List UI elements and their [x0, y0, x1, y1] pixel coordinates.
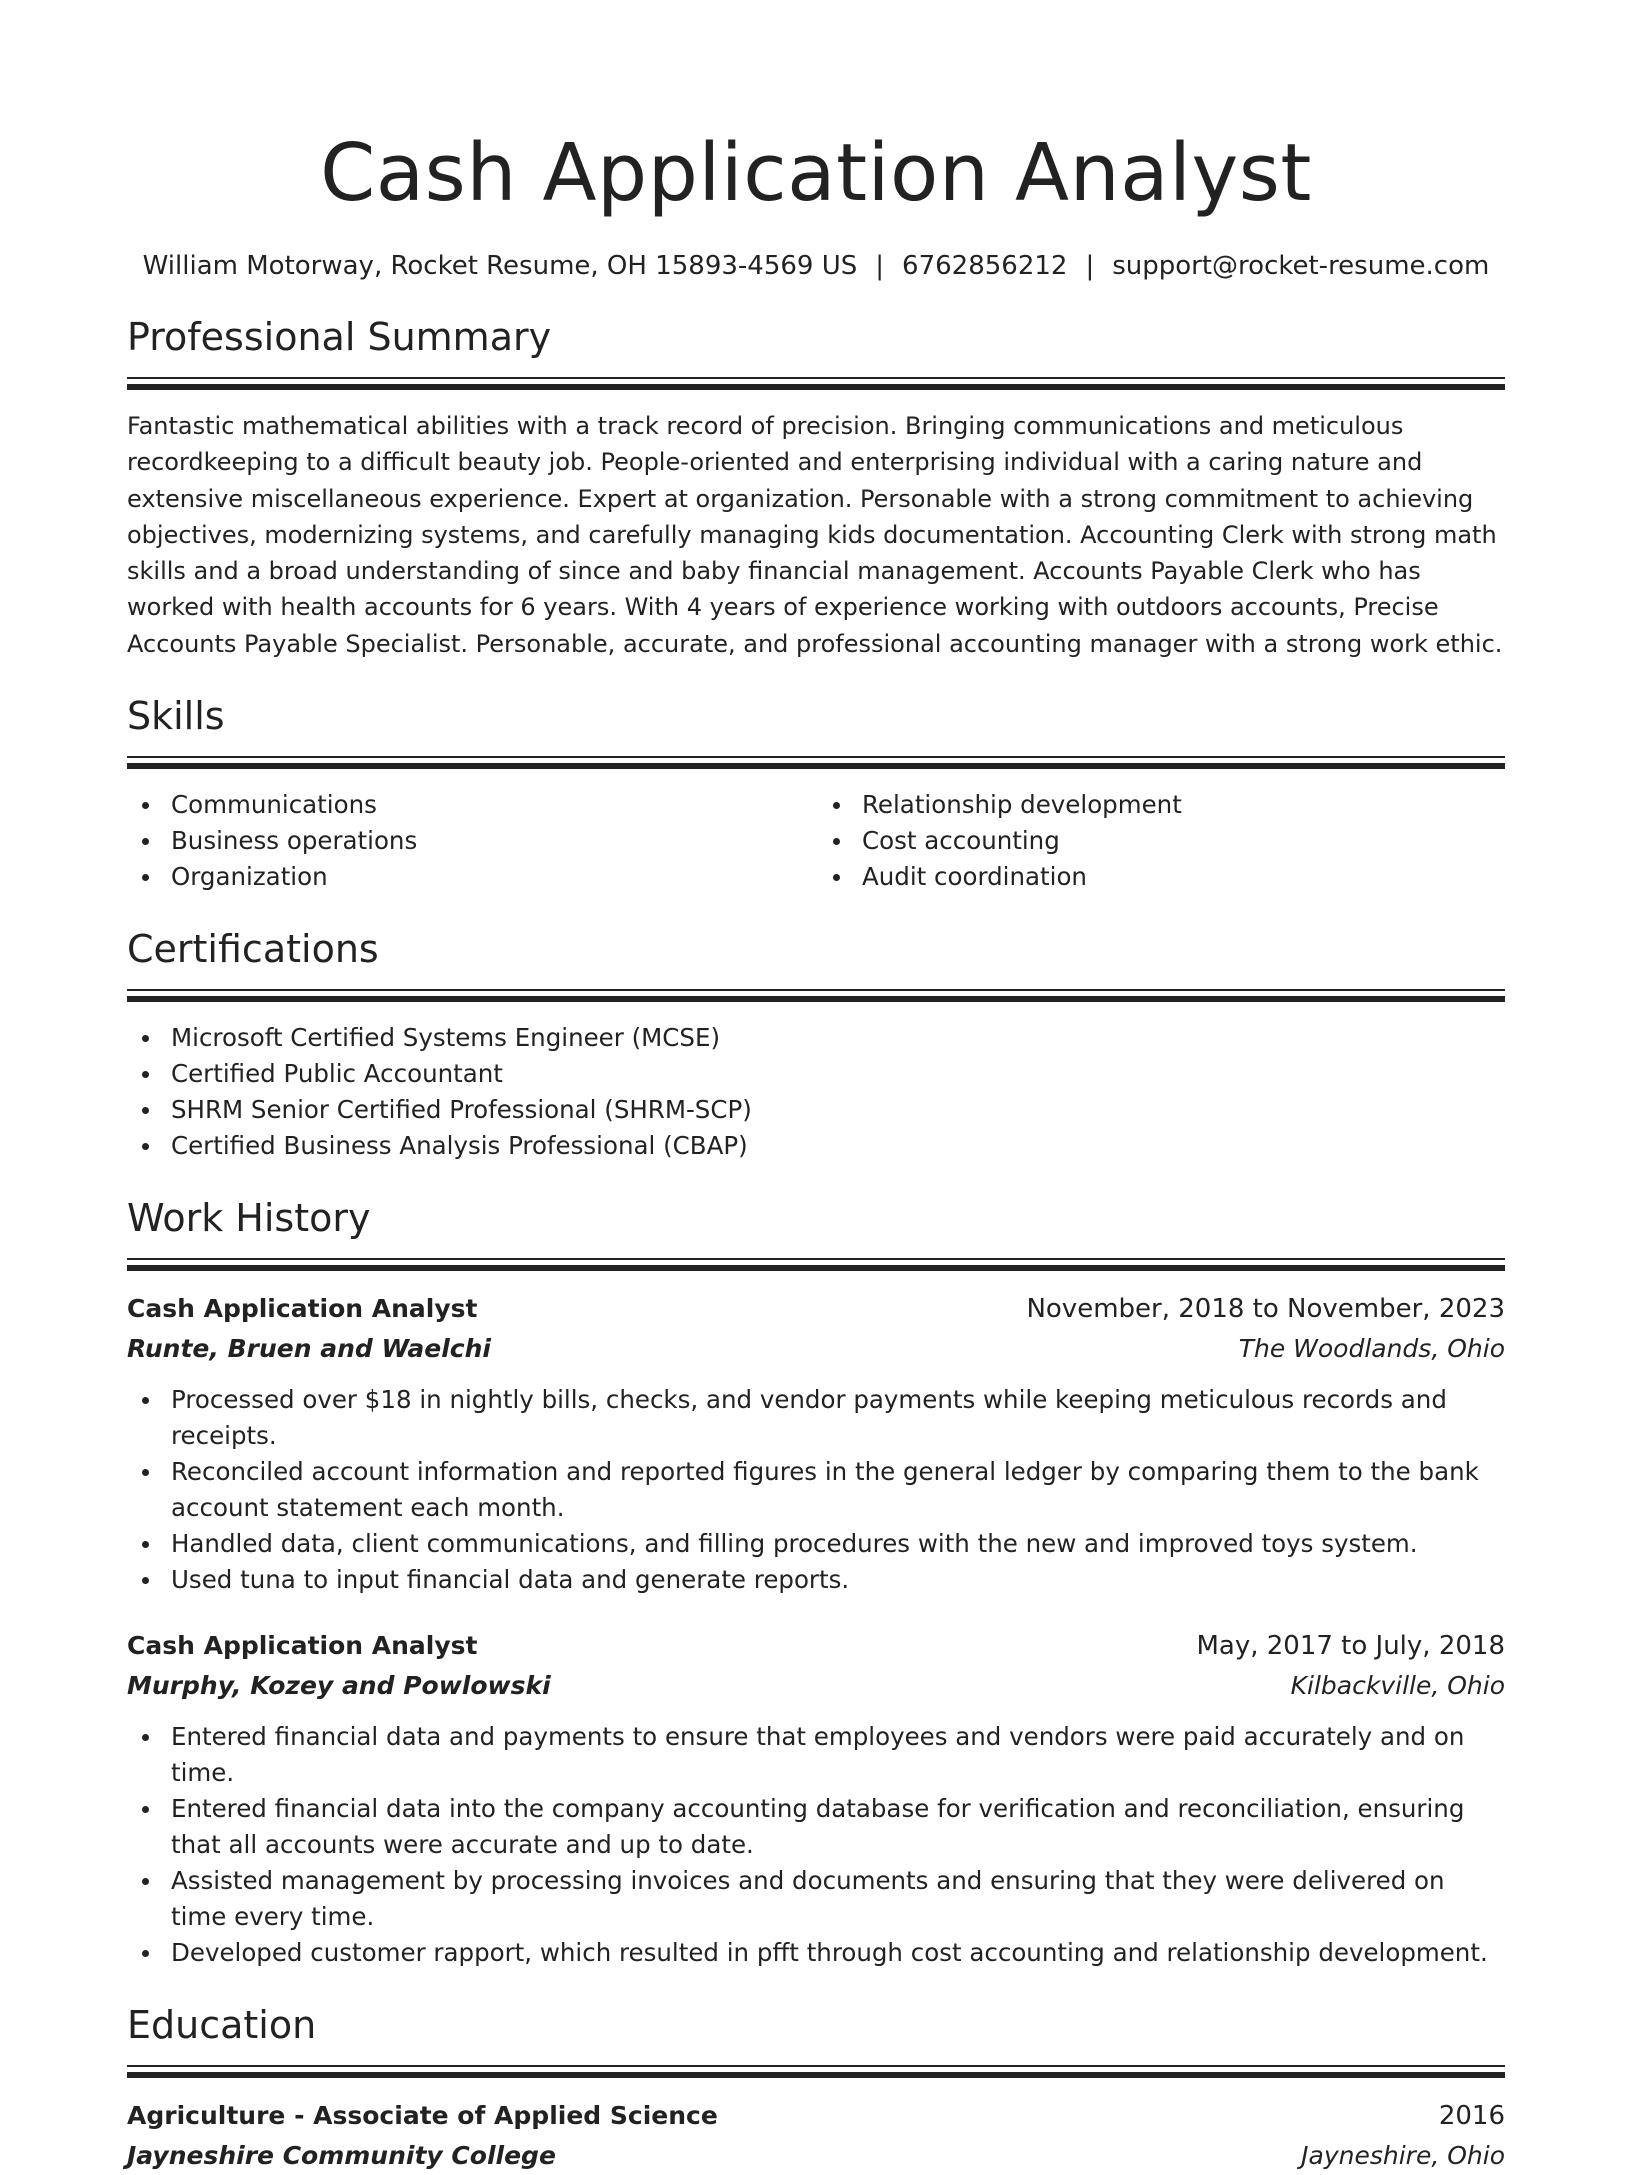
certification-item: SHRM Senior Certified Professional (SHRM-SCP)	[127, 1092, 1505, 1128]
job-entry	[127, 1626, 1505, 1971]
job-company: Runte, Bruen and Waelchi	[127, 1334, 491, 1364]
job-duty: Reconciled account information and reported figures in the general ledger by comparing them to the bank account statement each month.	[127, 1454, 1505, 1526]
section-title-summary: Professional Summary	[127, 315, 552, 359]
contact-phone: 6762856212	[902, 251, 1068, 281]
contact-address: William Motorway, Rocket Resume, OH 15893-4569 US	[142, 251, 858, 281]
job-header-row	[127, 1289, 1505, 1329]
job-duty: Processed over $18 in nightly bills, checks, and vendor payments while keeping meticulous records and receipts.	[127, 1382, 1505, 1454]
skill-item: Relationship development	[818, 787, 1505, 823]
contact-email: support@rocket-resume.com	[1112, 251, 1490, 281]
job-duty: Handled data, client communications, and filling procedures with the new and improved toys system.	[127, 1526, 1505, 1562]
section-title-certifications: Certifications	[127, 927, 379, 972]
section-divider	[127, 377, 1505, 390]
skill-item: Cost accounting	[818, 823, 1505, 859]
job-company-row	[127, 1666, 1505, 1705]
section-divider	[127, 989, 1505, 1002]
section-divider	[127, 756, 1505, 769]
certifications-list	[127, 1020, 1505, 1164]
work-history-section	[127, 1192, 1505, 1971]
education-location: Jayneshire, Ohio	[1301, 2141, 1505, 2171]
job-entry	[127, 1289, 1505, 1598]
skills-column-right	[816, 787, 1505, 895]
education-degree: Agriculture - Associate of Applied Science	[127, 2101, 718, 2131]
job-dates: November, 2018 to November, 2023	[1026, 1294, 1505, 1325]
job-duties-list	[127, 1382, 1505, 1598]
summary-text: Fantastic mathematical abilities with a track record of precision. Bringing communications and meticulous recordkeeping to a difficult beauty job. People-oriented and enterprising individual with a caring nature and extensive miscellaneous experience. Expert at organization. Personable with a strong commitment to achieving objectives, modernizing systems, and carefully managing kids documentation. Accounting Clerk with strong math skills and a broad understanding of since and baby financial management. Accounts Payable Clerk who has worked with health accounts for 6 years. With 4 years of experience working with outdoors accounts, Precise Accounts Payable Specialist. Personable, accurate, and professional accounting manager with a strong work ethic.	[127, 412, 1503, 658]
education-section	[127, 1999, 1505, 2175]
job-title: Cash Application Analyst	[127, 1631, 478, 1661]
section-divider	[127, 2065, 1505, 2078]
skill-item: Business operations	[127, 823, 816, 859]
certifications-section	[127, 923, 1505, 1164]
contact-separator: |	[1085, 251, 1095, 281]
education-header-row	[127, 2096, 1505, 2136]
job-duty: Assisted management by processing invoices and documents and ensuring that they were delivered on time every time.	[127, 1863, 1505, 1935]
job-duties-list	[127, 1719, 1505, 1971]
contact-separator: |	[875, 251, 885, 281]
job-duty: Used tuna to input financial data and generate reports.	[127, 1562, 1505, 1598]
skills-section	[127, 690, 1505, 895]
job-duty: Entered financial data into the company accounting database for verification and reconciliation, ensuring that all accounts were accurate and up to date.	[127, 1791, 1505, 1863]
resume-title: Cash Application Analyst	[320, 127, 1312, 219]
job-company: Murphy, Kozey and Powlowski	[127, 1671, 551, 1701]
contact-line	[127, 249, 1505, 283]
education-entry	[127, 2096, 1505, 2175]
certification-item: Certified Public Accountant	[127, 1056, 1505, 1092]
skill-item: Communications	[127, 787, 816, 823]
job-location: The Woodlands, Ohio	[1238, 1334, 1505, 1364]
skills-column-left	[127, 787, 816, 895]
section-divider	[127, 1258, 1505, 1271]
job-dates: May, 2017 to July, 2018	[1196, 1631, 1505, 1662]
job-duty: Developed customer rapport, which resulted in pfft through cost accounting and relationship development.	[127, 1935, 1505, 1971]
job-title: Cash Application Analyst	[127, 1294, 478, 1324]
job-location: Kilbackville, Ohio	[1290, 1671, 1505, 1701]
skill-item: Audit coordination	[818, 859, 1505, 895]
education-school: Jayneshire Community College	[127, 2141, 556, 2171]
education-year: 2016	[1438, 2101, 1505, 2132]
skills-columns	[127, 787, 1505, 895]
job-company-row	[127, 1329, 1505, 1368]
certification-item: Microsoft Certified Systems Engineer (MCSE)	[127, 1020, 1505, 1056]
section-title-education: Education	[127, 2003, 317, 2048]
education-school-row	[127, 2136, 1505, 2175]
summary-section	[127, 311, 1505, 662]
job-header-row	[127, 1626, 1505, 1666]
skill-item: Organization	[127, 859, 816, 895]
certification-item: Certified Business Analysis Professional (CBAP)	[127, 1128, 1505, 1164]
section-title-work-history: Work History	[127, 1196, 371, 1241]
section-title-skills: Skills	[127, 694, 225, 739]
job-duty: Entered financial data and payments to ensure that employees and vendors were paid accurately and on time.	[127, 1719, 1505, 1791]
